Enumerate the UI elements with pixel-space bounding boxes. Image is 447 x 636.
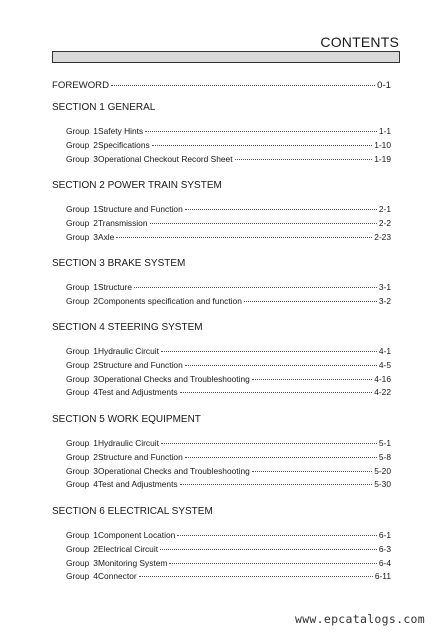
section-heading[interactable]: SECTION 5 WORK EQUIPMENT (52, 414, 201, 425)
section-heading[interactable]: SECTION 3 BRAKE SYSTEM (52, 258, 186, 269)
leader-dots (161, 442, 377, 444)
group-title: Monitoring System (98, 557, 168, 568)
toc-entry-page: 2-23 (374, 231, 391, 242)
leader-dots (185, 364, 377, 366)
toc-entry-label: FOREWORD (52, 80, 110, 91)
leader-dots (185, 208, 377, 210)
group-title: Test and Adjustments (98, 479, 178, 490)
toc-entry-page: 2-1 (378, 204, 391, 214)
toc-entry-page: 5-30 (374, 479, 391, 490)
group-number: 1 (93, 204, 98, 214)
group-number: 2 (93, 359, 98, 370)
toc-entry-page: 1-10 (374, 139, 391, 150)
toc-entry-label (52, 374, 250, 384)
group-number: 4 (93, 387, 98, 398)
toc-entry[interactable] (52, 218, 391, 228)
leader-dots (134, 286, 377, 288)
group-prefix (52, 466, 98, 476)
group-number: 3 (93, 231, 98, 242)
watermark: www.epcatalogs.com (294, 612, 425, 626)
group-number: 3 (93, 465, 98, 476)
toc-entry[interactable] (52, 232, 391, 242)
toc-entry-page: 6-4 (378, 557, 391, 568)
toc-entry[interactable] (52, 282, 391, 292)
toc-entry[interactable] (52, 296, 391, 306)
toc-entry-label (52, 571, 137, 581)
group-prefix (52, 296, 98, 306)
toc-entry-label (52, 346, 159, 356)
toc-entry-label (52, 218, 148, 228)
toc-entry[interactable] (52, 126, 391, 136)
toc-entry[interactable] (52, 438, 391, 448)
group-word: Group (66, 346, 90, 356)
group-number: 1 (93, 346, 98, 356)
group-prefix (52, 346, 98, 356)
toc-entry-label (52, 387, 178, 397)
group-prefix (52, 479, 98, 489)
toc-entry-page: 5-1 (378, 438, 391, 448)
group-word: Group (66, 465, 90, 476)
toc-entry-label (52, 438, 159, 448)
toc-entry[interactable] (52, 558, 391, 568)
toc-entry[interactable] (52, 360, 391, 370)
group-word: Group (66, 571, 90, 582)
group-title: Hydraulic Circuit (98, 346, 159, 356)
toc-entry-page: 0-1 (377, 80, 391, 91)
group-title: Operational Checks and Troubleshooting (98, 465, 250, 476)
toc-entry-page: 5-20 (374, 465, 391, 476)
toc-entry-page: 3-1 (378, 282, 391, 292)
group-prefix (52, 438, 98, 448)
group-word: Group (66, 530, 90, 540)
toc-entry[interactable] (52, 204, 391, 214)
toc-entry[interactable] (52, 479, 391, 489)
leader-dots (111, 84, 375, 86)
group-title: Component Location (98, 530, 176, 540)
group-word: Group (66, 373, 90, 384)
toc-entry-label (52, 452, 183, 462)
toc-entry[interactable] (52, 544, 391, 554)
toc-entry-label (52, 558, 167, 568)
group-title: Structure and Function (98, 451, 183, 462)
group-number: 4 (93, 479, 98, 490)
toc-entry-page: 1-19 (374, 153, 391, 164)
group-title: Hydraulic Circuit (98, 438, 159, 448)
group-number: 2 (93, 451, 98, 462)
group-word: Group (66, 438, 90, 448)
toc-entry[interactable] (52, 466, 391, 476)
group-word: Group (66, 295, 90, 306)
toc-entry[interactable] (52, 452, 391, 462)
toc-entry[interactable] (52, 374, 391, 384)
toc-entry-page: 5-8 (378, 451, 391, 462)
group-word: Group (66, 139, 90, 150)
leader-dots (235, 158, 373, 160)
group-title: Test and Adjustments (98, 387, 178, 398)
leader-dots (139, 575, 373, 577)
group-title: Transmission (98, 217, 148, 228)
group-prefix (52, 544, 98, 554)
group-prefix (52, 232, 98, 242)
group-word: Group (66, 217, 90, 228)
group-word: Group (66, 204, 90, 214)
toc-entry-page: 1-1 (378, 126, 391, 136)
toc-entry-page: 6-11 (374, 571, 391, 582)
group-word: Group (66, 282, 90, 292)
group-prefix (52, 360, 98, 370)
leader-dots (150, 222, 377, 224)
leader-dots (177, 534, 377, 536)
title-bar (52, 51, 400, 63)
leader-dots (252, 378, 372, 380)
group-number: 4 (93, 571, 98, 582)
leader-dots (185, 456, 377, 458)
group-number: 2 (93, 217, 98, 228)
toc-entry-page: 2-2 (378, 217, 391, 228)
section-heading[interactable]: SECTION 1 GENERAL (52, 102, 156, 113)
group-word: Group (66, 557, 90, 568)
leader-dots (169, 562, 377, 564)
group-word: Group (66, 543, 90, 554)
group-number: 1 (93, 282, 98, 292)
group-number: 1 (93, 530, 98, 540)
leader-dots (180, 483, 373, 485)
group-prefix (52, 571, 98, 581)
toc-entry-label (52, 282, 132, 292)
group-title: Electrical Circuit (98, 543, 159, 554)
toc-entry-label (52, 126, 143, 136)
group-number: 2 (93, 295, 98, 306)
group-prefix (52, 126, 98, 136)
group-title: Structure and Function (98, 359, 183, 370)
toc-entry-page: 4-1 (378, 346, 391, 356)
leader-dots (180, 391, 373, 393)
page-title: CONTENTS (320, 34, 399, 50)
toc-entry-label (52, 296, 242, 306)
group-number: 1 (93, 438, 98, 448)
section-heading[interactable]: SECTION 6 ELECTRICAL SYSTEM (52, 506, 213, 517)
toc-entry-label (52, 140, 150, 150)
toc-entry[interactable] (52, 140, 391, 150)
group-word: Group (66, 359, 90, 370)
toc-entry[interactable] (52, 154, 391, 164)
leader-dots (160, 548, 377, 550)
group-number: 2 (93, 139, 98, 150)
group-prefix (52, 452, 98, 462)
group-prefix (52, 387, 98, 397)
toc-entry-page: 4-16 (374, 373, 391, 384)
toc-entry-label (52, 466, 250, 476)
toc-entry-label (52, 154, 233, 164)
leader-dots (244, 300, 377, 302)
group-prefix (52, 530, 98, 540)
toc-entry-foreword[interactable] (52, 81, 391, 91)
toc-entry[interactable] (52, 387, 391, 397)
group-number: 3 (93, 153, 98, 164)
toc-entry-page: 3-2 (378, 295, 391, 306)
group-prefix (52, 154, 98, 164)
toc-entry[interactable] (52, 530, 391, 540)
group-title: Specifications (98, 139, 150, 150)
group-prefix (52, 282, 98, 292)
group-prefix (52, 374, 98, 384)
group-word: Group (66, 153, 90, 164)
group-word: Group (66, 451, 90, 462)
toc-entry-label (52, 204, 183, 214)
toc-entry[interactable] (52, 571, 391, 581)
leader-dots (252, 470, 372, 472)
leader-dots (152, 144, 373, 146)
group-title: Structure (98, 282, 132, 292)
group-title: Operational Checkout Record Sheet (98, 153, 233, 164)
group-word: Group (66, 387, 90, 398)
group-prefix (52, 204, 98, 214)
group-number: 3 (93, 557, 98, 568)
group-prefix (52, 218, 98, 228)
group-word: Group (66, 231, 90, 242)
group-prefix (52, 558, 98, 568)
toc-entry-page: 4-22 (374, 387, 391, 398)
group-number: 1 (93, 126, 98, 136)
group-title: Structure and Function (98, 204, 183, 214)
group-prefix (52, 140, 98, 150)
group-title: Operational Checks and Troubleshooting (98, 373, 250, 384)
toc-entry-page: 6-3 (378, 543, 391, 554)
leader-dots (161, 350, 377, 352)
group-number: 2 (93, 543, 98, 554)
group-word: Group (66, 479, 90, 490)
group-title: Components specification and function (98, 295, 242, 306)
toc-entry-label (52, 530, 175, 540)
group-number: 3 (93, 373, 98, 384)
toc-entry-label (52, 479, 178, 489)
leader-dots (116, 236, 372, 238)
group-title: Connector (98, 571, 137, 582)
toc-entry-label (52, 360, 183, 370)
group-title: Axle (98, 231, 115, 242)
toc-entry-label (52, 232, 114, 242)
toc-entry-page: 4-5 (378, 359, 391, 370)
leader-dots (145, 130, 377, 132)
toc-entry-label (52, 544, 158, 554)
group-title: Safety Hints (98, 126, 144, 136)
group-word: Group (66, 126, 90, 136)
section-heading[interactable]: SECTION 2 POWER TRAIN SYSTEM (52, 180, 222, 191)
toc-entry[interactable] (52, 346, 391, 356)
toc-entry-page: 6-1 (378, 530, 391, 540)
section-heading[interactable]: SECTION 4 STEERING SYSTEM (52, 322, 203, 333)
